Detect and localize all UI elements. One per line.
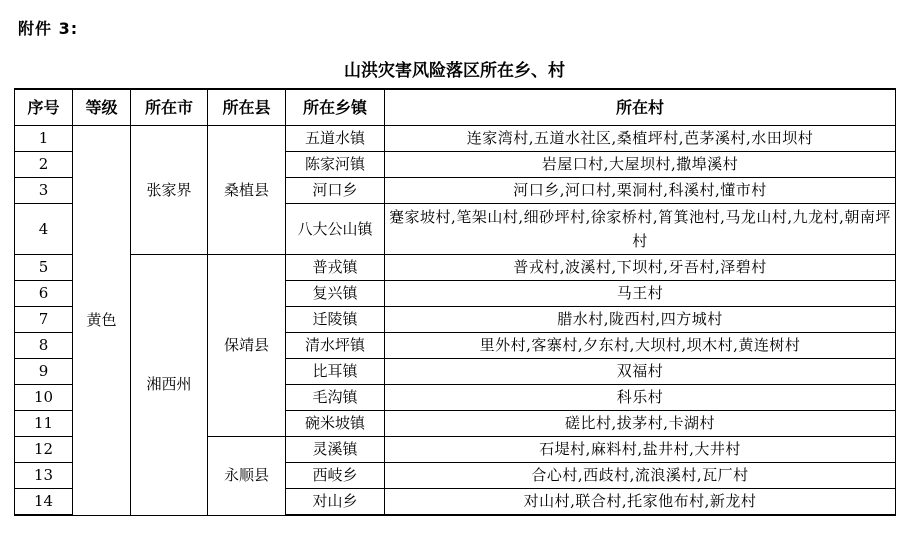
cell-seq: 11 — [15, 411, 73, 437]
cell-seq: 7 — [15, 307, 73, 333]
cell-villages: 石堤村,麻料村,盐井村,大井村 — [385, 437, 896, 463]
cell-seq: 2 — [15, 152, 73, 178]
cell-township: 毛沟镇 — [286, 385, 385, 411]
cell-villages: 里外村,客寨村,夕东村,大坝村,坝木村,黄连树村 — [385, 333, 896, 359]
cell-villages: 马王村 — [385, 281, 896, 307]
header-grade: 等级 — [73, 89, 131, 126]
cell-seq: 8 — [15, 333, 73, 359]
table-header-row — [15, 89, 896, 126]
cell-villages: 河口乡,河口村,栗洞村,科溪村,懂市村 — [385, 178, 896, 204]
cell-seq: 14 — [15, 489, 73, 516]
cell-villages: 岩屋口村,大屋坝村,撒埠溪村 — [385, 152, 896, 178]
cell-villages: 合心村,西歧村,流浪溪村,瓦厂村 — [385, 463, 896, 489]
header-city: 所在市 — [131, 89, 208, 126]
cell-city-zhangjiajie: 张家界 — [131, 126, 208, 255]
cell-township: 五道水镇 — [286, 126, 385, 152]
cell-county-yongshun: 永顺县 — [208, 437, 286, 516]
cell-township: 对山乡 — [286, 489, 385, 516]
cell-villages: 科乐村 — [385, 385, 896, 411]
cell-township: 河口乡 — [286, 178, 385, 204]
cell-seq: 9 — [15, 359, 73, 385]
cell-villages: 对山村,联合村,托家他布村,新龙村 — [385, 489, 896, 516]
cell-township: 复兴镇 — [286, 281, 385, 307]
cell-city-xiangxi: 湘西州 — [131, 255, 208, 516]
cell-seq: 5 — [15, 255, 73, 281]
cell-seq: 10 — [15, 385, 73, 411]
header-seq: 序号 — [15, 89, 73, 126]
cell-county-sangzhi: 桑植县 — [208, 126, 286, 255]
cell-villages: 普戎村,波溪村,下坝村,牙吾村,泽碧村 — [385, 255, 896, 281]
cell-villages: 腊水村,陇西村,四方城村 — [385, 307, 896, 333]
header-village: 所在村 — [385, 89, 896, 126]
cell-villages: 蹇家坡村,笔架山村,细砂坪村,徐家桥村,筲箕池村,马龙山村,九龙村,朝南坪村 — [385, 204, 896, 255]
cell-seq: 12 — [15, 437, 73, 463]
attachment-label: 附件 3: — [18, 19, 79, 38]
cell-seq: 13 — [15, 463, 73, 489]
cell-township: 八大公山镇 — [286, 204, 385, 255]
cell-township: 普戎镇 — [286, 255, 385, 281]
cell-township: 陈家河镇 — [286, 152, 385, 178]
cell-grade: 黄色 — [73, 126, 131, 516]
cell-villages: 连家湾村,五道水社区,桑植坪村,芭茅溪村,水田坝村 — [385, 126, 896, 152]
cell-seq: 6 — [15, 281, 73, 307]
cell-county-baojing: 保靖县 — [208, 255, 286, 437]
cell-township: 迁陵镇 — [286, 307, 385, 333]
cell-seq: 4 — [15, 204, 73, 255]
cell-township: 清水坪镇 — [286, 333, 385, 359]
cell-township: 碗米坡镇 — [286, 411, 385, 437]
cell-township: 比耳镇 — [286, 359, 385, 385]
cell-villages: 磋比村,拔茅村,卡湖村 — [385, 411, 896, 437]
header-county: 所在县 — [208, 89, 286, 126]
cell-township: 灵溪镇 — [286, 437, 385, 463]
cell-villages: 双福村 — [385, 359, 896, 385]
cell-township: 西岐乡 — [286, 463, 385, 489]
document-title: 山洪灾害风险落区所在乡、村 — [344, 61, 565, 81]
table-row — [15, 255, 896, 281]
cell-seq: 1 — [15, 126, 73, 152]
risk-area-table — [14, 88, 896, 516]
table-row — [15, 126, 896, 152]
cell-seq: 3 — [15, 178, 73, 204]
header-township: 所在乡镇 — [286, 89, 385, 126]
